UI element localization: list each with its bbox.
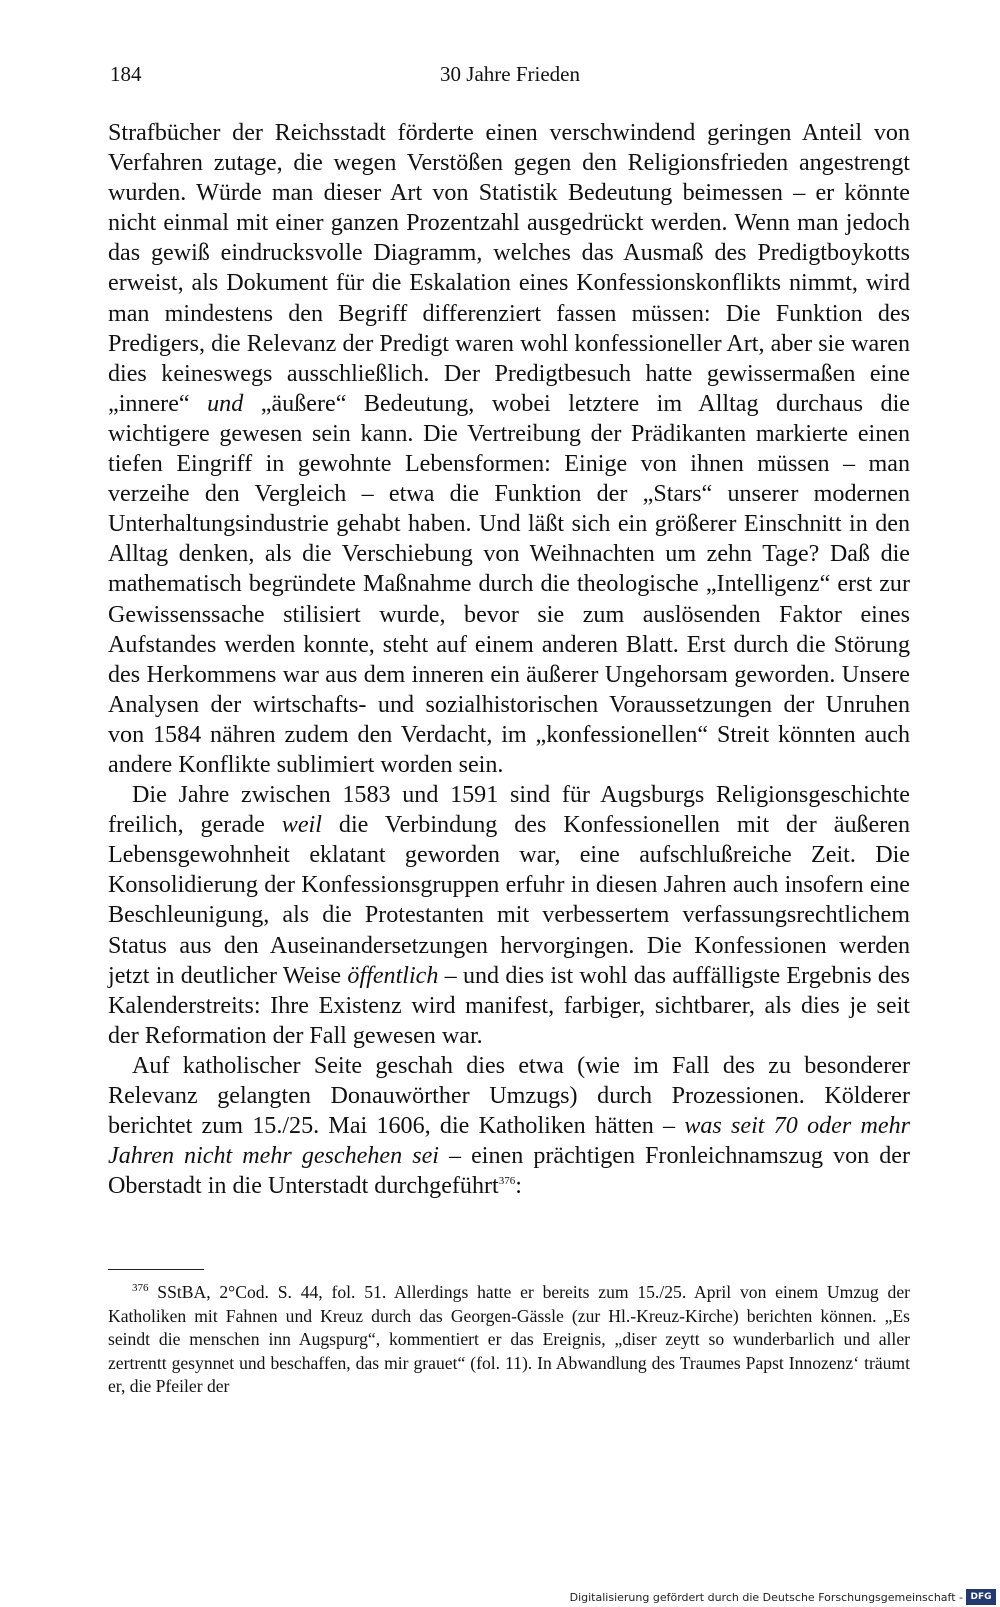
paragraph-1-text-a: Strafbücher der Reichsstadt förderte einen verschwindend geringen Anteil von Verfahren zutage, die wegen Verstößen gegen den Religionsfrieden angestrengt wurden. Würde man dieser Art von Statistik Bedeutung beimessen – er könnte nicht einmal mit einer ganzen Prozentzahl ausgedrückt werden. Wenn man jedoch das gewiß eindrucksvolle Diagramm, welches das Ausmaß des Predigtboykotts erweist, als Dokument für die Eskalation eines Konfessionskonflikts nimmt, wird man mindestens den Begriff differenziert fassen müssen: Die Funktion des Predigers, die Relevanz der Predigt waren wohl konfessioneller Art, aber sie waren dies keineswegs ausschließlich. Der Predigtbesuch hatte gewissermaßen eine „innere“: [108, 120, 910, 417]
paragraph-3-italic: was seit 70 oder mehr Jahren nicht mehr geschehen sei: [108, 1113, 911, 1170]
paragraph-1-italic: und: [207, 390, 244, 417]
paragraph-3: [108, 1051, 910, 1201]
footnote-divider: [108, 1269, 204, 1270]
digitization-credit: [570, 1589, 996, 1605]
paragraph-2-text-b: die Verbindung des Konfessionellen mit der äußeren Lebensgewohnheit eklatant geworden war, eine aufschlußreiche Zeit. Die Konsolidierung der Konfessionsgruppen erfuhr in diesen Jahren auch insofern eine Beschleunigung, als die Protestanten mit verbessertem verfassungsrechtlichem Status aus den Auseinandersetzungen hervorgingen. Die Konfessionen werden jetzt in deutlicher Weise: [108, 812, 910, 989]
footnote-376: [108, 1281, 910, 1399]
paragraph-2-text-a: Die Jahre zwischen 1583 und 1591 sind für Augsburgs Religionsgeschichte freilich, gerade: [108, 782, 910, 839]
running-title: 30 Jahre Frieden: [440, 62, 580, 86]
paragraph-2-text-c: – und dies ist wohl das auffälligste Ergebnis des Kalenderstreits: Ihre Existenz wird manifest, farbiger, sichtbarer, als dies je seit der Reformation der Fall gewesen war.: [108, 962, 910, 1049]
page-header: [110, 62, 910, 92]
paragraph-1: [108, 118, 910, 780]
footnotes: [108, 1281, 910, 1399]
paragraph-2-italic-2: öffentlich: [347, 962, 439, 989]
footnote-reference-376[interactable]: 376: [498, 1175, 516, 1188]
paragraph-2-italic-1: weil: [281, 812, 322, 839]
paragraph-3-text-a: Auf katholischer Seite geschah dies etwa (wie im Fall des zu besonderer Relevanz gelangten Donauwörther Umzugs) durch Prozessionen. Kölderer berichtet zum 15./25. Mai 1606, die Katholiken hätten –: [108, 1052, 910, 1140]
digitization-credit-text: Digitalisierung gefördert durch die Deutsche Forschungsgemeinschaft -: [569, 1591, 963, 1604]
footnote-number: 376: [132, 1282, 149, 1295]
paragraph-3-text-c: :: [515, 1173, 522, 1200]
dfg-logo-icon: [966, 1589, 996, 1605]
paragraph-1-text-b: „äußere“ Bedeutung, wobei letztere im Alltag durchaus die wichtigere gewesen sein kann. Die Vertreibung der Prädikanten markierte einen tiefen Eingriff in gewohnte Lebensformen: Einige von ihnen müssen – man verzeihe den Vergleich – etwa die Funktion der „Stars“ unserer modernen Unterhaltungsindustrie gehabt haben. Und läßt sich ein größerer Einschnitt in den Alltag denken, als die Verschiebung von Weihnachten um zehn Tage? Daß die mathematisch begründete Maßnahme durch die theologische „Intelligenz“ erst zur Gewissenssache stilisiert wurde, bevor sie zum auslösenden Faktor eines Aufstandes werden konnte, steht auf einem anderen Blatt. Erst durch die Störung des Herkommens war aus dem inneren ein äußerer Ungehorsam geworden. Unsere Analysen der wirtschafts- und sozialhistorischen Voraussetzungen der Unruhen von 1584 nähren zudem den Verdacht, im „konfessionellen“ Streit könnten auch andere Konflikte sublimiert worden sein.: [108, 390, 910, 778]
dfg-logo-text: DFG: [970, 1592, 992, 1602]
main-text: [108, 118, 910, 1201]
page-number: 184: [110, 62, 142, 86]
footnote-text: SStBA, 2°Cod. S. 44, fol. 51. Allerdings hatte er bereits zum 15./25. April von einem Umzug der Katholiken mit Fahnen und Kreuz durch das Georgen-Gässle (zur Hl.-Kreuz-Kirche) berichten können. „Es seindt die menschen inn Augspurg“, kommentiert er das Ereignis, „diser zeytt so wunderbarlich und aller zertrentt gesynnet und beschaffen, das mir grauet“ (fol. 11). In Abwandlung des Traumes Papst Innozenz‘ träumt er, die Pfeiler der: [108, 1282, 910, 1397]
paragraph-2: [108, 780, 910, 1051]
paragraph-3-text-b: – einen prächtigen Fronleichnamszug von der Oberstadt in die Unterstadt durchgeführt: [108, 1143, 910, 1200]
